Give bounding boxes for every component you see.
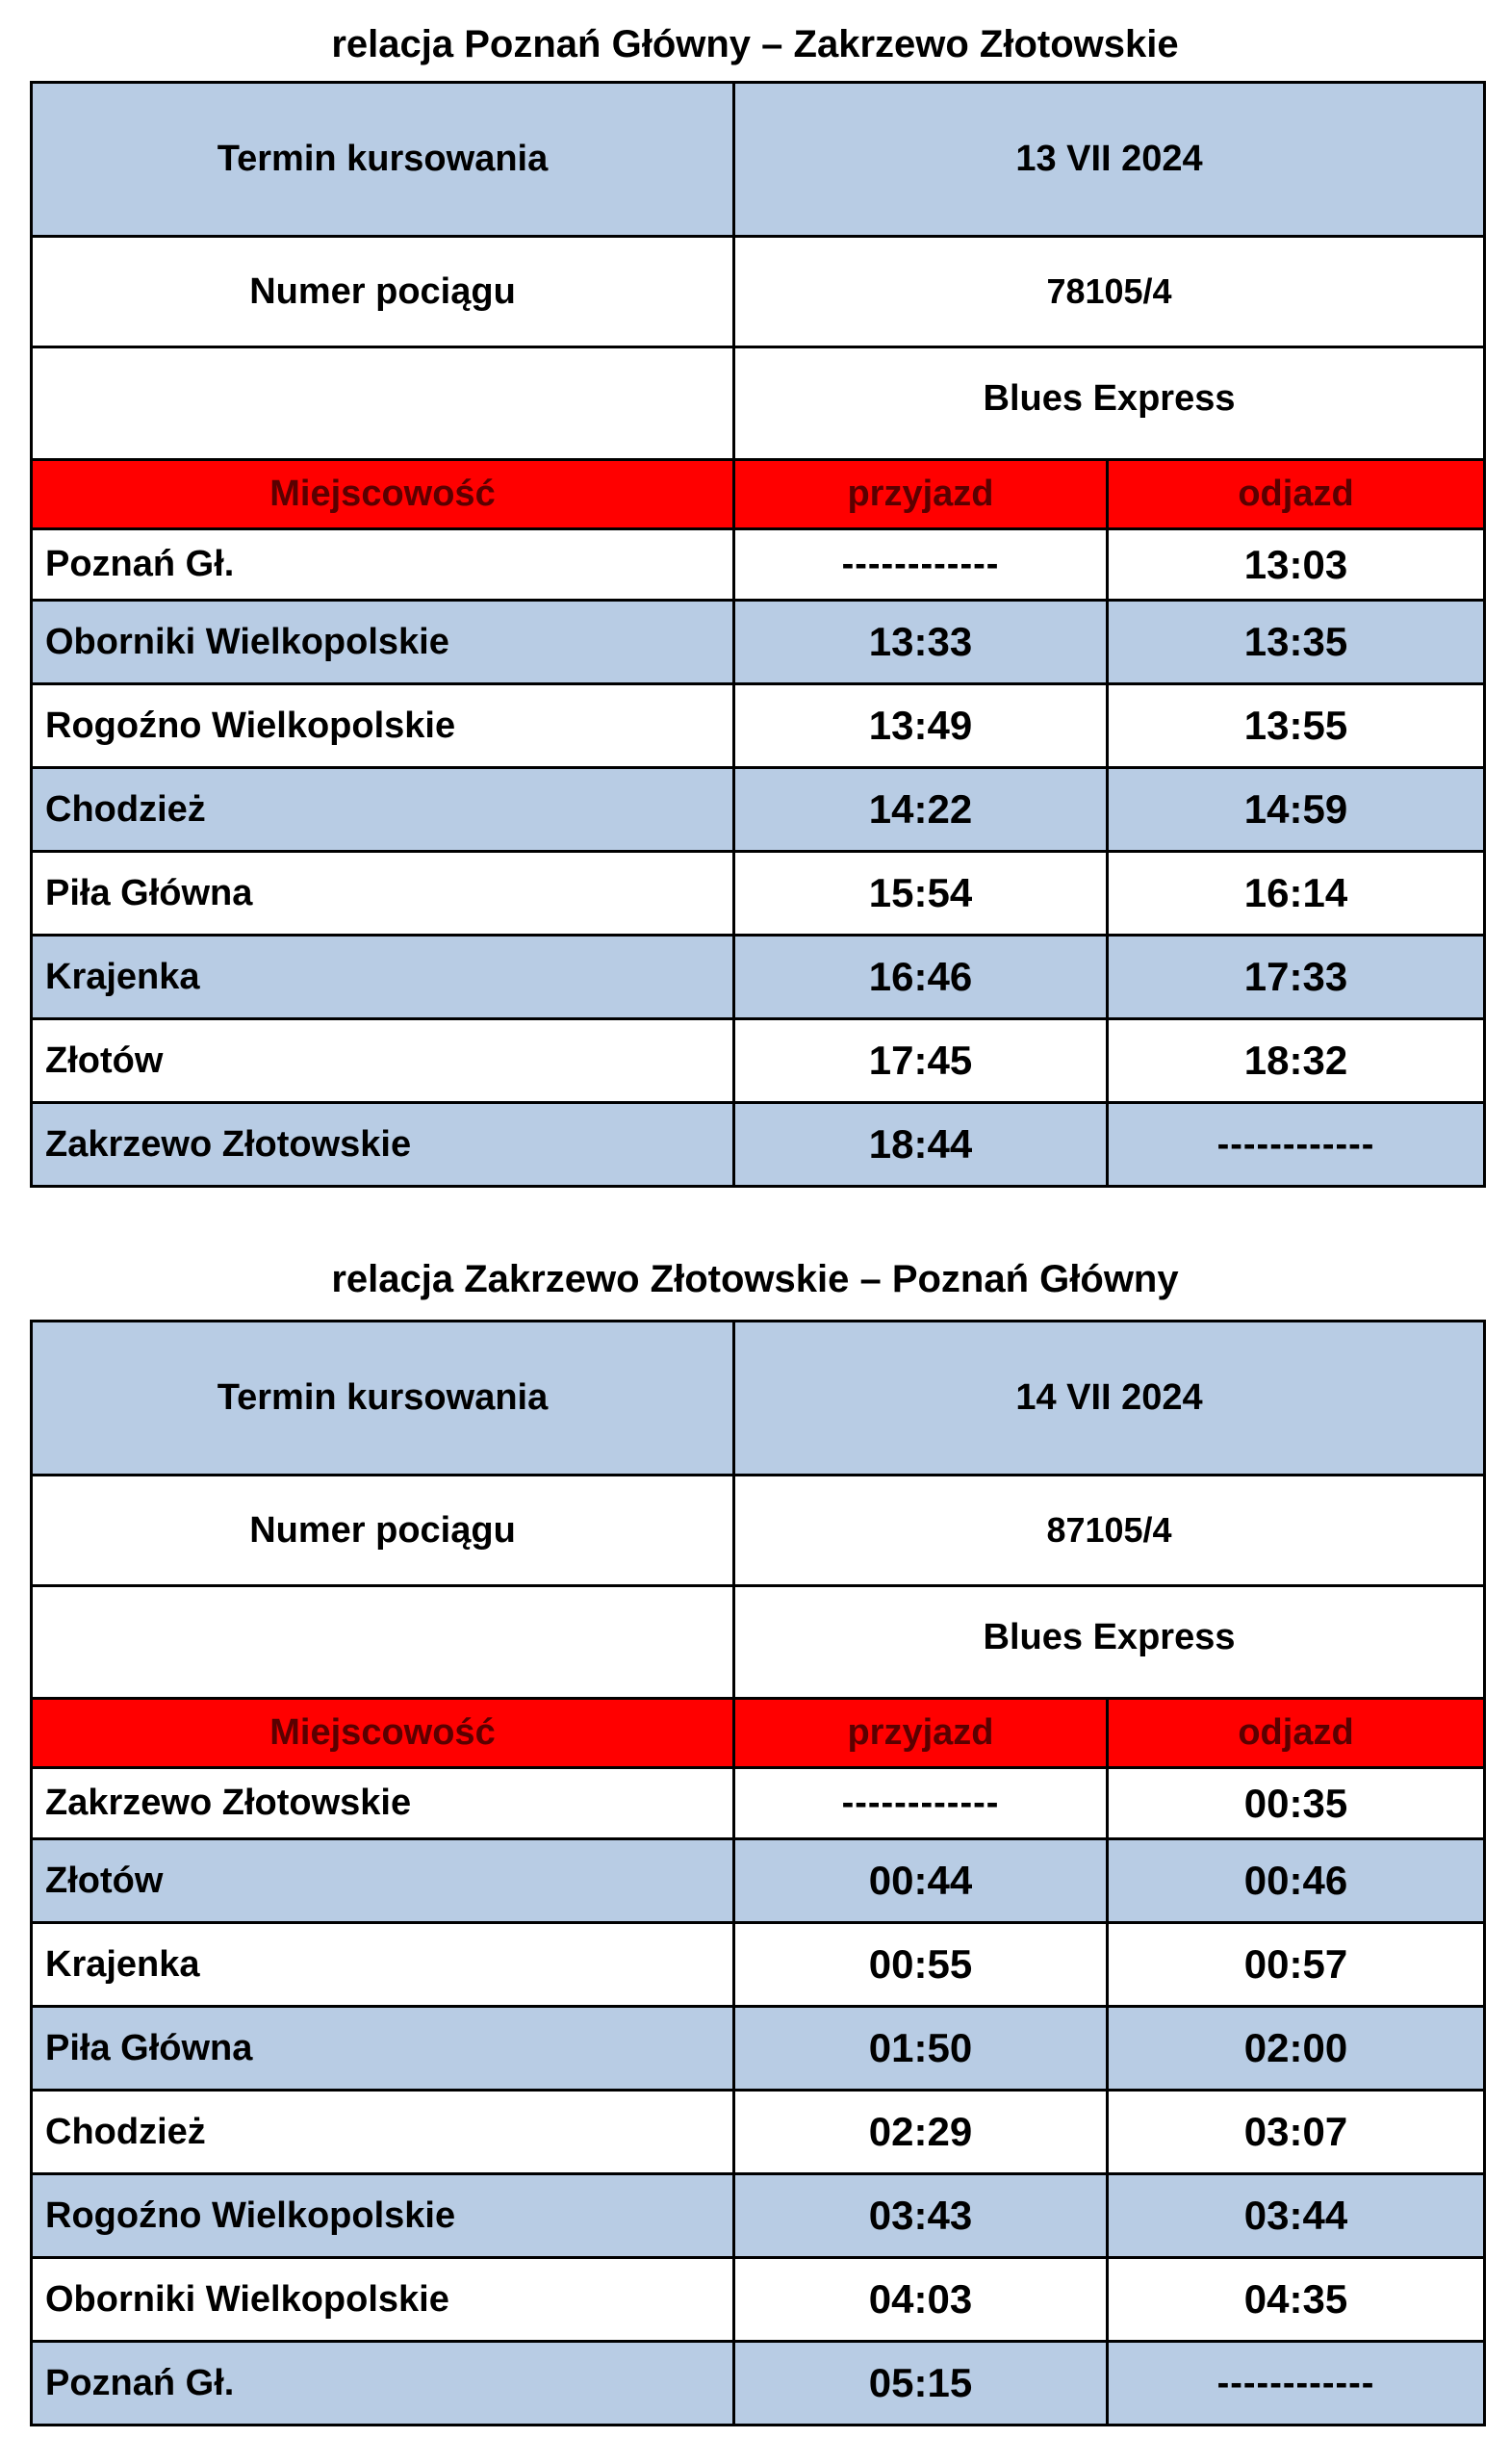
departure-time: 00:57 — [1108, 1923, 1485, 2007]
departure-time: 17:33 — [1108, 936, 1485, 1019]
arrival-time: 04:03 — [734, 2258, 1108, 2342]
arrival-time: 13:49 — [734, 684, 1108, 768]
arrival-time: 18:44 — [734, 1103, 1108, 1187]
station-name: Zakrzewo Złotowskie — [32, 1768, 734, 1839]
column-header-departure: odjazd — [1108, 1699, 1485, 1768]
table-row — [32, 684, 1485, 768]
term-label: Termin kursowania — [32, 1322, 734, 1476]
table-row — [32, 936, 1485, 1019]
departure-time: 00:46 — [1108, 1839, 1485, 1923]
departure-time: 13:55 — [1108, 684, 1485, 768]
column-header-arrival: przyjazd — [734, 1699, 1108, 1768]
column-header-row — [32, 1699, 1485, 1768]
train-number-value: 78105/4 — [734, 237, 1485, 347]
arrival-time: 16:46 — [734, 936, 1108, 1019]
table-row — [32, 2258, 1485, 2342]
train-number-row — [32, 237, 1485, 347]
table-row — [32, 2342, 1485, 2426]
station-name: Oborniki Wielkopolskie — [32, 601, 734, 684]
station-name: Piła Główna — [32, 2007, 734, 2091]
departure-time: 13:03 — [1108, 529, 1485, 601]
term-label: Termin kursowania — [32, 83, 734, 237]
carrier-name: Blues Express — [734, 347, 1485, 460]
station-name: Krajenka — [32, 1923, 734, 2007]
inbound-title: relacja Zakrzewo Złotowskie – Poznań Główny — [331, 1258, 1179, 1300]
station-name: Krajenka — [32, 936, 734, 1019]
departure-time: 02:00 — [1108, 2007, 1485, 2091]
arrival-time: 00:55 — [734, 1923, 1108, 2007]
arrival-time: 14:22 — [734, 768, 1108, 852]
table-row — [32, 601, 1485, 684]
departure-time: ------------ — [1108, 2342, 1485, 2426]
column-header-row — [32, 460, 1485, 529]
station-name: Rogoźno Wielkopolskie — [32, 684, 734, 768]
arrival-time: 01:50 — [734, 2007, 1108, 2091]
arrival-time: 02:29 — [734, 2091, 1108, 2174]
departure-time: ------------ — [1108, 1103, 1485, 1187]
table-row — [32, 1019, 1485, 1103]
departure-time: 16:14 — [1108, 852, 1485, 936]
table-row — [32, 529, 1485, 601]
train-number-label: Numer pociągu — [32, 237, 734, 347]
table-row — [32, 1839, 1485, 1923]
table-row — [32, 1768, 1485, 1839]
inbound-timetable — [30, 1320, 1486, 2426]
term-row — [32, 83, 1485, 237]
station-name: Chodzież — [32, 2091, 734, 2174]
column-header-station: Miejscowość — [32, 1699, 734, 1768]
outbound-title: relacja Poznań Główny – Zakrzewo Złotowskie — [331, 23, 1179, 65]
departure-time: 14:59 — [1108, 768, 1485, 852]
carrier-name: Blues Express — [734, 1586, 1485, 1699]
departure-time: 03:07 — [1108, 2091, 1485, 2174]
outbound-timetable — [30, 81, 1486, 1188]
column-header-station: Miejscowość — [32, 460, 734, 529]
term-value: 14 VII 2024 — [734, 1322, 1485, 1476]
table-row — [32, 1923, 1485, 2007]
carrier-row — [32, 1586, 1485, 1699]
departure-time: 13:35 — [1108, 601, 1485, 684]
departure-time: 04:35 — [1108, 2258, 1485, 2342]
arrival-time: 00:44 — [734, 1839, 1108, 1923]
table-row — [32, 768, 1485, 852]
term-row — [32, 1322, 1485, 1476]
table-row — [32, 852, 1485, 936]
station-name: Oborniki Wielkopolskie — [32, 2258, 734, 2342]
column-header-departure: odjazd — [1108, 460, 1485, 529]
departure-time: 03:44 — [1108, 2174, 1485, 2258]
arrival-time: 13:33 — [734, 601, 1108, 684]
station-name: Chodzież — [32, 768, 734, 852]
station-name: Rogoźno Wielkopolskie — [32, 2174, 734, 2258]
train-number-row — [32, 1476, 1485, 1586]
table-row — [32, 2007, 1485, 2091]
train-number-label: Numer pociągu — [32, 1476, 734, 1586]
carrier-empty-cell — [32, 347, 734, 460]
arrival-time: 15:54 — [734, 852, 1108, 936]
column-header-arrival: przyjazd — [734, 460, 1108, 529]
table-row — [32, 2174, 1485, 2258]
term-value: 13 VII 2024 — [734, 83, 1485, 237]
station-name: Piła Główna — [32, 852, 734, 936]
departure-time: 00:35 — [1108, 1768, 1485, 1839]
carrier-empty-cell — [32, 1586, 734, 1699]
arrival-time: ------------ — [734, 1768, 1108, 1839]
station-name: Złotów — [32, 1019, 734, 1103]
station-name: Poznań Gł. — [32, 2342, 734, 2426]
arrival-time: 03:43 — [734, 2174, 1108, 2258]
station-name: Zakrzewo Złotowskie — [32, 1103, 734, 1187]
departure-time: 18:32 — [1108, 1019, 1485, 1103]
table-row — [32, 1103, 1485, 1187]
station-name: Poznań Gł. — [32, 529, 734, 601]
table-row — [32, 2091, 1485, 2174]
arrival-time: 05:15 — [734, 2342, 1108, 2426]
arrival-time: 17:45 — [734, 1019, 1108, 1103]
station-name: Złotów — [32, 1839, 734, 1923]
arrival-time: ------------ — [734, 529, 1108, 601]
train-number-value: 87105/4 — [734, 1476, 1485, 1586]
carrier-row — [32, 347, 1485, 460]
